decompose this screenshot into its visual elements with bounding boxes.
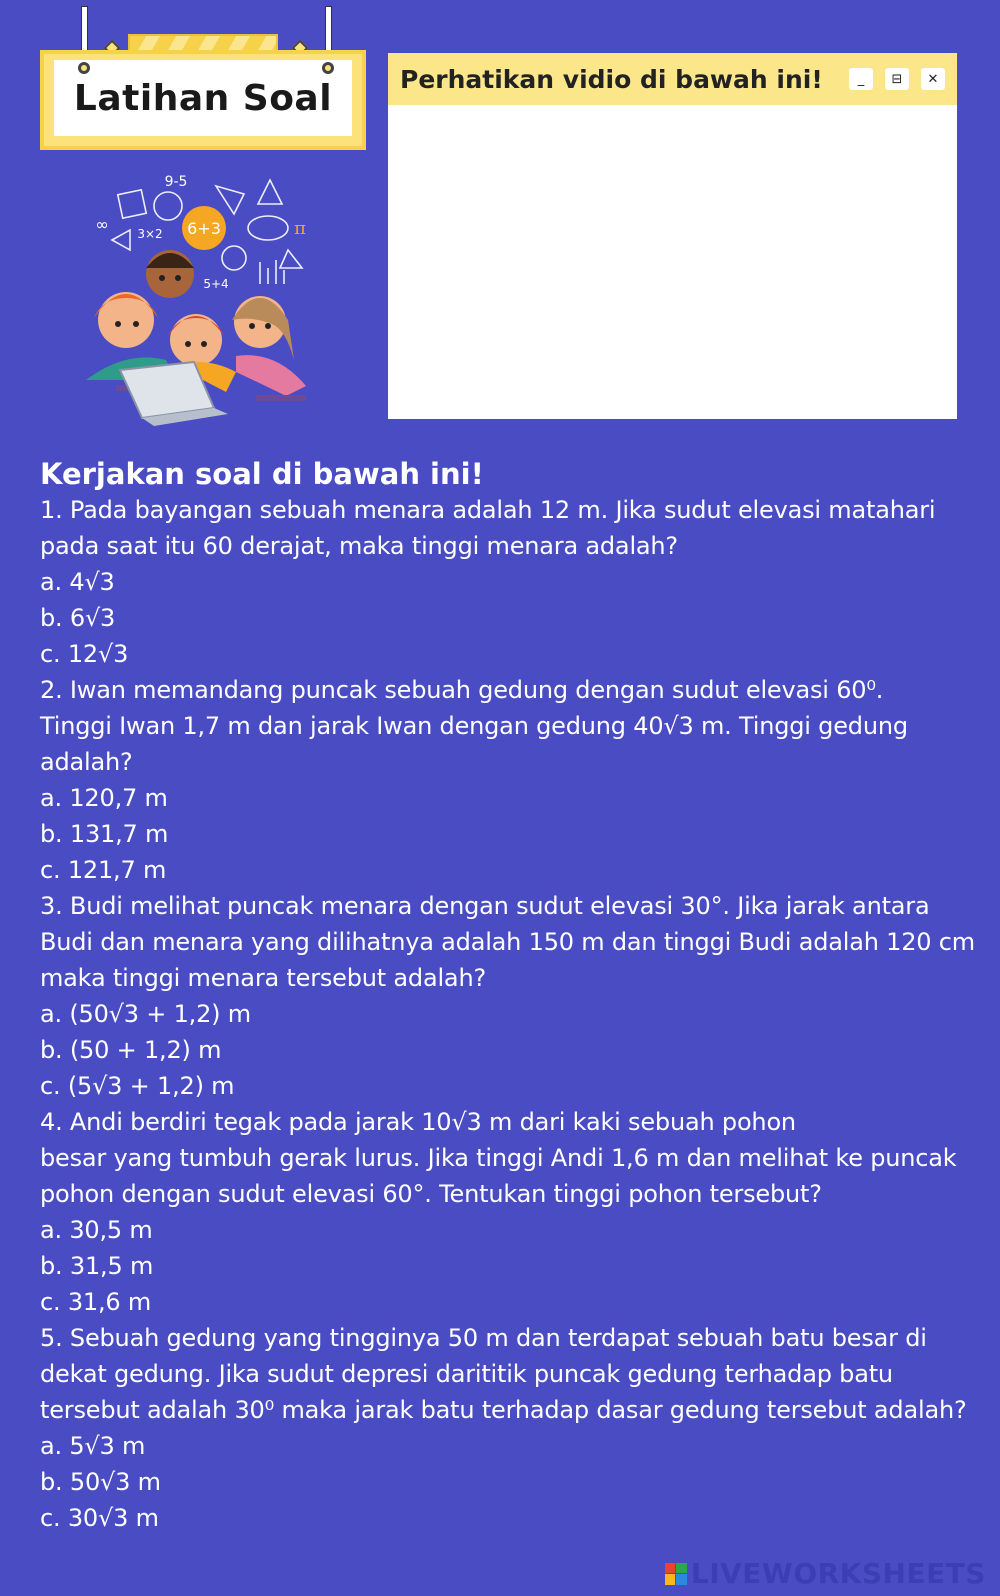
video-window-title: Perhatikan vidio di bawah ini! — [400, 64, 823, 94]
question-text: 4. Andi berdiri tegak pada jarak 10√3 m dari kaki sebuah pohon — [40, 1108, 796, 1136]
page-title: Latihan Soal — [73, 77, 333, 119]
question-text: Budi dan menara yang dilihatnya adalah 150 m dan tinggi Budi adalah 120 cm — [40, 928, 975, 956]
question-text: 5. Sebuah gedung yang tingginya 50 m dan terdapat sebuah batu besar di — [40, 1324, 927, 1352]
kids-laptop-illustration — [56, 170, 356, 430]
question-text: besar yang tumbuh gerak lurus. Jika tinggi Andi 1,6 m dan melihat ke puncak — [40, 1144, 957, 1172]
brand-name: LIVEWORKSHEETS — [690, 1557, 986, 1590]
answer-option[interactable]: b. 50√3 m — [40, 1468, 161, 1496]
answer-option[interactable]: c. 30√3 m — [40, 1504, 159, 1532]
answer-option[interactable]: a. 30,5 m — [40, 1216, 153, 1244]
answer-option[interactable]: a. 5√3 m — [40, 1432, 146, 1460]
doodle-label: 9-5 — [164, 174, 188, 190]
doodle-label: ∞ — [95, 215, 109, 234]
answer-option[interactable]: c. 31,6 m — [40, 1288, 152, 1316]
question-4 — [40, 1104, 985, 1320]
answer-option[interactable]: b. 131,7 m — [40, 820, 169, 848]
question-2 — [40, 672, 985, 888]
answer-option[interactable]: a. (50√3 + 1,2) m — [40, 1000, 251, 1028]
sign-ring-right — [322, 62, 334, 74]
question-text: pohon dengan sudut elevasi 60°. Tentukan tinggi pohon tersebut? — [40, 1180, 822, 1208]
questions-section — [40, 456, 985, 1536]
sign-ring-left — [78, 62, 90, 74]
answer-option[interactable]: c. 12√3 — [40, 640, 129, 668]
question-5 — [40, 1320, 985, 1536]
section-heading: Kerjakan soal di bawah ini! — [40, 457, 484, 491]
doodle-label: 6+3 — [187, 219, 221, 238]
video-window-titlebar — [388, 53, 957, 105]
question-text: 3. Budi melihat puncak menara dengan sudut elevasi 30°. Jika jarak antara — [40, 892, 930, 920]
answer-option[interactable]: a. 120,7 m — [40, 784, 168, 812]
title-sign — [40, 6, 374, 152]
question-text: dekat gedung. Jika sudut depresi darititik puncak gedung terhadap batu — [40, 1360, 893, 1388]
doodle-label: 5+4 — [203, 277, 229, 291]
answer-option[interactable]: c. (5√3 + 1,2) m — [40, 1072, 235, 1100]
close-button[interactable]: ✕ — [921, 68, 945, 90]
doodle-label: 3×2 — [137, 227, 163, 241]
liveworksheets-brand[interactable] — [665, 1557, 986, 1590]
question-text: tersebut adalah 30⁰ maka jarak batu terhadap dasar gedung tersebut adalah? — [40, 1396, 967, 1424]
answer-option[interactable]: b. 31,5 m — [40, 1252, 154, 1280]
question-text: 1. Pada bayangan sebuah menara adalah 12 m. Jika sudut elevasi matahari — [40, 496, 936, 524]
question-1 — [40, 492, 985, 672]
question-text: pada saat itu 60 derajat, maka tinggi menara adalah? — [40, 532, 678, 560]
question-text: maka tinggi menara tersebut adalah? — [40, 964, 486, 992]
question-text: adalah? — [40, 748, 133, 776]
liveworksheets-logo-icon — [665, 1563, 687, 1585]
answer-option[interactable]: b. (50 + 1,2) m — [40, 1036, 222, 1064]
video-window — [388, 53, 957, 419]
question-text: Tinggi Iwan 1,7 m dan jarak Iwan dengan gedung 40√3 m. Tinggi gedung — [40, 712, 908, 740]
minimize-button[interactable]: _ — [849, 68, 873, 90]
answer-option[interactable]: c. 121,7 m — [40, 856, 167, 884]
video-player-area[interactable] — [388, 105, 957, 419]
answer-option[interactable]: a. 4√3 — [40, 568, 115, 596]
question-3 — [40, 888, 985, 1104]
question-text: 2. Iwan memandang puncak sebuah gedung dengan sudut elevasi 60⁰. — [40, 676, 884, 704]
answer-option[interactable]: b. 6√3 — [40, 604, 116, 632]
doodle-label: π — [294, 218, 306, 239]
maximize-button[interactable]: ⊟ — [885, 68, 909, 90]
